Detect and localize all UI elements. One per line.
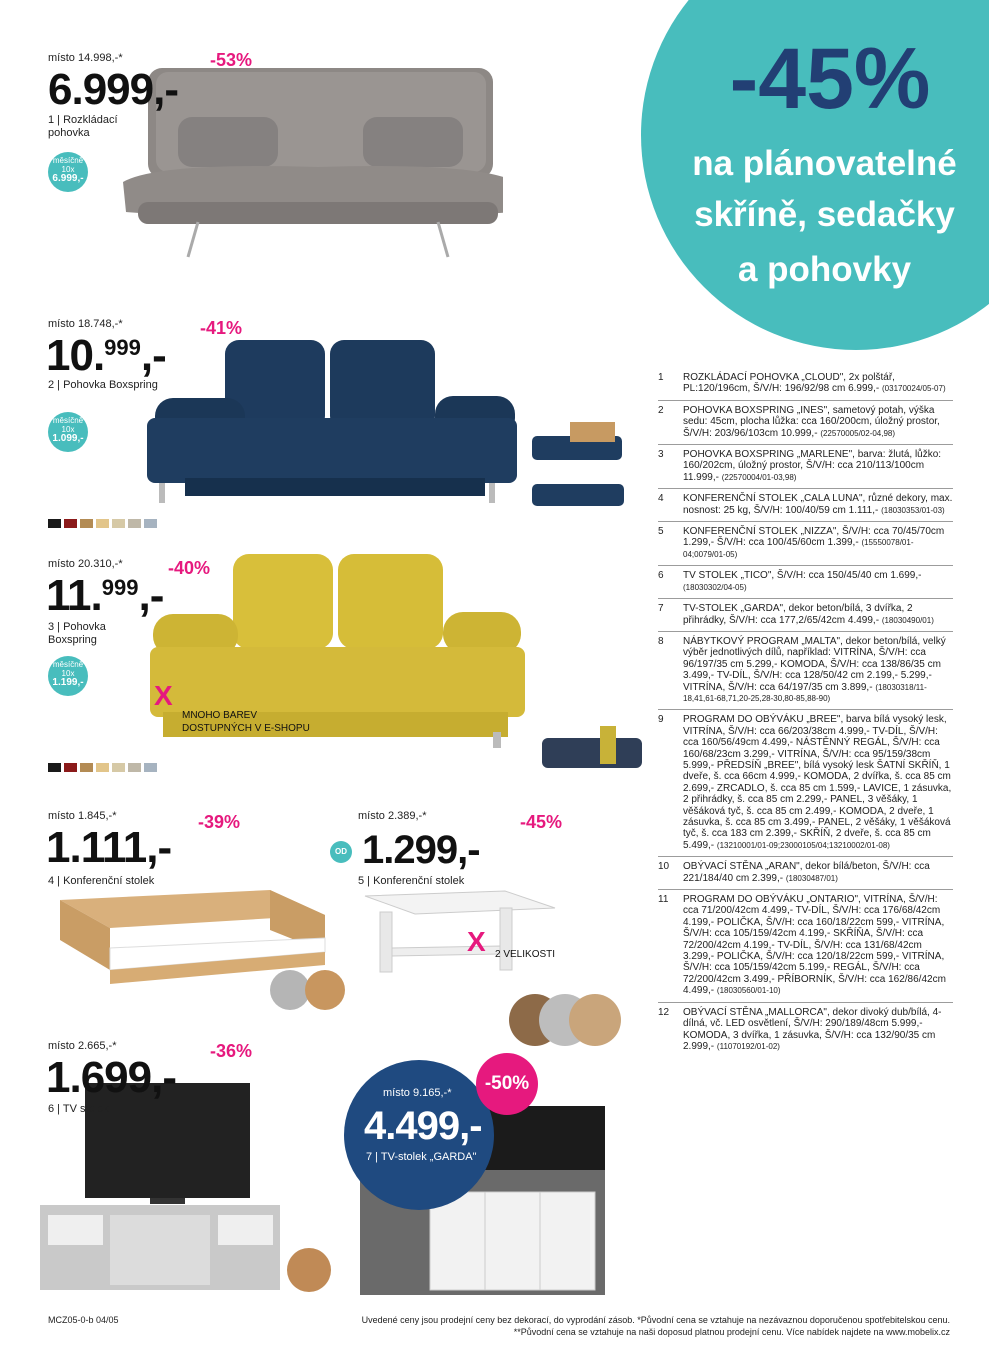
catalog-code: MCZ05-0-b 04/05 (48, 1315, 119, 1325)
x-marker-icon: X (467, 926, 486, 957)
product-4-label: 4 | Konferenční stolek (48, 875, 155, 887)
list-item: 4 KONFERENČNÍ STOLEK „CALA LUNA", různé dekory, max. nosnost: 25 kg, Š/V/H: 100/40/59 cm 1.111,- (18030353/01-03) (658, 489, 953, 522)
product-4-discount: -39% (198, 812, 241, 832)
hero-line-3: a pohovky (737, 250, 912, 289)
product-spec-list (658, 368, 953, 1057)
swatch[interactable] (96, 519, 109, 528)
product-5-label: 5 | Konferenční stolek (358, 875, 465, 887)
product-6-label: 6 | TV stolek (48, 1103, 109, 1115)
list-item: 9 PROGRAM DO OBÝVÁKU „BREE", barva bílá vysoký lesk, VITRÍNA, Š/V/H: cca 66/203/38cm 4.999,- TV-DÍL, Š/V/H: cca 160/56/49cm 4.499,- NÁSTĚNNÝ REGÁL, Š/V/H: cca 160/68/23cm 3.299,- VITRÍNA, Š/V/H: cca 95/159/38cm 5.999,- PŘEDSÍŇ „BREE", bílá vysoký lesk ŠATNÍ SKŘÍŇ, 1 dveře, š. cca 66cm 4.999,- KOMODA, 2 dvířka, š. cca 85 cm 2.699,- ZRCADLO, š. cca 85 cm 1.599,- LAVICE, 1 zásuvka, 2 přihrádky, š. cca 85 cm 2.299,- PANEL, 3 věšáky, 1 věšáková tyč, š. cca 85 cm 2.499,- KOMODA, 2 dveře, 1 zásuvka, š. cca 85 cm 3.499,- PANEL, 2 věšáky, 1 věšáková tyč, š. cca 183 cm 2.399,- SKŘÍŇ, 2 dveře, š. cca 85 cm 5.499,- (13210001/01-09;23000105/04;13210002/01-08) (658, 710, 953, 857)
product-3-color-swatches (48, 763, 157, 772)
list-item: 2 POHOVKA BOXSPRING „INES", sametový potah, výška sedu: 45cm, plocha lůžka: cca 160/200cm, úložný prostor, Š/V/H: 203/96/103cm 10.999,- (22570005/02-04,98) (658, 401, 953, 445)
product-2-color-swatches (48, 519, 157, 528)
product-1-price: 6.999,- (48, 65, 178, 114)
list-item: 7 TV-STOLEK „GARDA", dekor beton/bílá, 3 dvířka, 2 přihrádky, Š/V/H: cca 177,2/65/42cm 4.499,- (18030490/01) (658, 599, 953, 632)
footer-disclaimer-1: Uvedené ceny jsou prodejní ceny bez dekorací, do vyprodání zásob. *Původní cena se vztahuje na nezávaznou doporučenou spotřebitelskou cenu. (361, 1315, 950, 1325)
product-3-price: 11.$^{999}$,- (46, 571, 164, 620)
swatch[interactable] (112, 519, 125, 528)
product-3-label: 3 | Pohovka Boxspring (48, 621, 106, 646)
list-item: 5 KONFERENČNÍ STOLEK „NIZZA", Š/V/H: cca 70/45/70cm 1.299,- Š/V/H: cca 100/45/60cm 1.399,- (15550078/01-04;0079/01-05) (658, 522, 953, 566)
list-item: 6 TV STOLEK „TICO", Š/V/H: cca 150/45/40 cm 1.699,- (18030302/04-05) (658, 566, 953, 599)
product-1-discount: -53% (210, 50, 253, 70)
product-3-discount: -40% (168, 558, 211, 578)
swatch[interactable] (112, 763, 125, 772)
product-4-was-price: místo 1.845,-* (48, 810, 117, 822)
product-7-price: 4.499,- (364, 1104, 482, 1148)
swatch[interactable] (144, 763, 157, 772)
swatch[interactable] (48, 763, 61, 772)
product-6-was-price: místo 2.665,-* (48, 1040, 117, 1052)
product-3-was-price: místo 20.310,-* (48, 558, 123, 570)
list-item: 11 PROGRAM DO OBÝVÁKU „ONTARIO", VITRÍNA, Š/V/H: cca 71/200/42cm 4.499,- TV-DÍL, Š/V/H: cca 176/68/42cm 4.199,- POLIČKA, Š/V/H: cca 160/18/22cm 599,- VITRÍNA, Š/V/H: cca 105/159/42cm 4.199,- SKŘÍŇA, Š/V/H: cca 72/200/42cm 4.199,- TV-DÍL, Š/V/H: cca 131/68/42cm 3.299,- POLIČKA, Š/V/H: cca 120/18/22cm 599,- VITRÍNA, Š/V/H: cca 105/159/42cm 5.199,- REGÁL, Š/V/H: cca 72/200/42cm 3.499,- PŘÍBORNÍK, Š/V/H: cca 162/86/42cm 4.499,- (18030560/01-10) (658, 890, 953, 1003)
product-1-label: 1 | Rozkládací pohovka (48, 114, 118, 139)
colors-note: MNOHO BAREV DOSTUPNÝCH V E-SHOPU (182, 710, 310, 734)
product-2-label: 2 | Pohovka Boxspring (48, 379, 158, 391)
sizes-note: 2 VELIKOSTI (495, 949, 556, 960)
swatch[interactable] (48, 519, 61, 528)
product-2-was-price: místo 18.748,-* (48, 318, 123, 330)
hero-line-2: skříně, sedačky (694, 195, 955, 234)
product-2-monthly-badge: měsíčně 10x 1.099,- (48, 412, 88, 452)
swatch[interactable] (64, 519, 77, 528)
product-6-price: 1.699,- (46, 1053, 176, 1102)
product-2-price: 10.$^{999}$,- (46, 331, 166, 380)
from-badge: OD (330, 841, 352, 863)
list-item: 3 POHOVKA BOXSPRING „MARLENE", barva: žlutá, lůžko: 160/202cm, úložný prostor, Š/V/H: cca 210/113/100cm 11.999,- (22570004/01-03,98) (658, 445, 953, 489)
product-7-discount: -50% (476, 1053, 538, 1115)
product-5-discount: -45% (520, 812, 563, 832)
swatch[interactable] (128, 763, 141, 772)
tv-stand-tico-decor-swatch (284, 1240, 334, 1300)
footer-disclaimer-2: **Původní cena se vztahuje na naši doposud platnou prodejní cenu. Více nabídek najdete na www.mobelix.cz (513, 1327, 950, 1337)
product-2-discount: -41% (200, 318, 243, 338)
swatch[interactable] (128, 519, 141, 528)
product-7-label: 7 | TV-stolek „GARDA" (366, 1151, 477, 1163)
product-1-was-price: místo 14.998,-* (48, 52, 123, 64)
product-1-monthly-badge: měsíčně 10x 6.999,- (48, 152, 88, 192)
list-item: 12 OBÝVACÍ STĚNA „MALLORCA", dekor divoký dub/bílá, 4-dílná, vč. LED osvětlení, Š/V/H: 290/189/48cm 5.999,- KOMODA, 3 dvířka, 1 zásuvka, Š/V/H: cca 132/90/35 cm 2.999,- (11070192/01-02) (658, 1006, 942, 1052)
hero-line-1: na plánovatelné (692, 144, 957, 183)
table-nizza-decor-swatches (505, 990, 625, 1050)
product-7-was-price: místo 9.165,-* (383, 1087, 452, 1099)
product-5-price: 1.299,- (362, 828, 480, 872)
product-6-discount: -36% (210, 1041, 253, 1061)
product-3-monthly-badge: měsíčně 10x 1.199,- (48, 656, 88, 696)
sofa-marlene-detail-image (540, 720, 650, 782)
swatch[interactable] (80, 519, 93, 528)
x-marker-icon: X (154, 680, 173, 711)
list-item: 1 ROZKLÁDACÍ POHOVKA „CLOUD", 2x polštář, PL:120/196cm, Š/V/H: 196/92/98 cm 6.999,- (03170024/05-07) (658, 368, 953, 401)
product-4-price: 1.111,- (46, 823, 172, 872)
swatch[interactable] (64, 763, 77, 772)
table-nizza-image (360, 886, 560, 986)
swatch[interactable] (144, 519, 157, 528)
product-5-was-price: místo 2.389,-* (358, 810, 427, 822)
sofa-ines-detail-images (530, 418, 625, 518)
list-item: 10 OBÝVACÍ STĚNA „ARAN", dekor bílá/beton, Š/V/H: cca 221/184/40 cm 2.399,- (18030487/01) (658, 857, 953, 890)
swatch[interactable] (96, 763, 109, 772)
swatch[interactable] (80, 763, 93, 772)
sofa-ines-image (145, 338, 520, 508)
list-item: 8 NÁBYTKOVÝ PROGRAM „MALTA", dekor beton/bílá, velký výběr jednotlivých dílů, například: VITRÍNA, Š/V/H: cca 96/197/35 cm 5.299,- KOMODA, Š/V/H: cca 138/86/35 cm 3.499,- TV-DÍL, Š/V/H: cca 128/50/42 cm 2.199,- 5.299,- VITRÍNA, Š/V/H: cca 64/197/35 cm 3.899,- (18030318/11-18,41,61-68,71,20-25,28-30,80-85,88-90) (658, 632, 953, 710)
hero-percent: -45% (729, 31, 931, 127)
